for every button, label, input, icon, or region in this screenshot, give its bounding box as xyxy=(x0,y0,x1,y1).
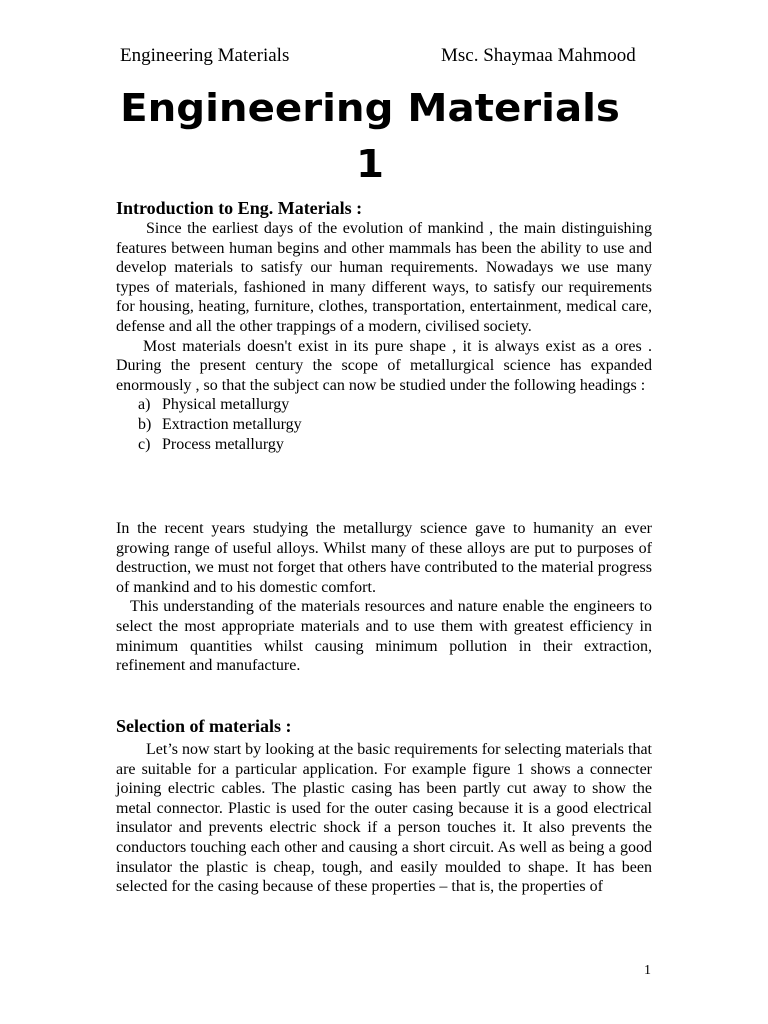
document-title-line-1: Engineering Materials xyxy=(120,86,620,130)
list-item xyxy=(116,395,652,415)
list-marker: c) xyxy=(138,435,151,453)
intro-body xyxy=(116,219,652,454)
list-item xyxy=(116,435,652,455)
list-item-text: Extraction metallurgy xyxy=(162,415,302,433)
header-author: Msc. Shaymaa Mahmood xyxy=(441,45,636,66)
header-course-title: Engineering Materials xyxy=(120,45,290,66)
selection-body xyxy=(116,740,652,897)
document-title-line-2: 1 xyxy=(355,142,385,186)
page-number: 1 xyxy=(644,963,651,978)
list-item-text: Process metallurgy xyxy=(162,435,284,453)
metallurgy-headings-list xyxy=(116,395,652,454)
selection-heading: Selection of materials : xyxy=(116,716,292,736)
intro-body-continued xyxy=(116,519,652,676)
list-item-text: Physical metallurgy xyxy=(162,396,290,414)
document-title xyxy=(63,80,678,192)
selection-paragraph: Let’s now start by looking at the basic requirements for selecting materials that are suitable for a particular application. For example figure 1 shows a connecter joining electric cables. The plastic casing has been partly cut away to show the metal connector. Plastic is used for the outer casing because it is a good electrical insulator and prevents electric shock if a person touches it. It also prevents the conductors touching each other and causing a short circuit. As well as being a good insulator the plastic is cheap, tough, and easily moulded to shape. It has been selected for the casing because of these properties – that is, the properties of xyxy=(116,741,652,896)
list-marker: a) xyxy=(138,396,151,414)
list-marker: b) xyxy=(138,415,152,433)
list-item xyxy=(116,415,652,435)
intro-paragraph-1: Since the earliest days of the evolution of mankind , the main distinguishing features between human begins and other mammals has been the ability to use and develop materials to satisfy our human requirements. Nowadays we use many types of materials, fashioned in many different ways, to satisfy our requirements for housing, heating, furniture, clothes, transportation, entertainment, medical care, defense and all the other trappings of a modern, civilised society. xyxy=(116,220,652,335)
intro-heading: Introduction to Eng. Materials : xyxy=(116,198,363,218)
intro-paragraph-3: In the recent years studying the metallurgy science gave to humanity an ever growing range of useful alloys. Whilst many of these alloys are put to purposes of destruction, we must not forget that others have contributed to the material progress of mankind and to his domestic comfort. xyxy=(116,520,653,596)
intro-paragraph-2: Most materials doesn't exist in its pure shape , it is always exist as a ores . During the present century the scope of metallurgical science has expanded enormously , so that the subject can now be studied under the following headings : xyxy=(116,337,652,394)
intro-paragraph-4: This understanding of the materials resources and nature enable the engineers to select the most appropriate materials and to use them with greatest efficiency in minimum quantities whilst causing minimum pollution in their extraction, refinement and manufacture. xyxy=(116,598,652,675)
